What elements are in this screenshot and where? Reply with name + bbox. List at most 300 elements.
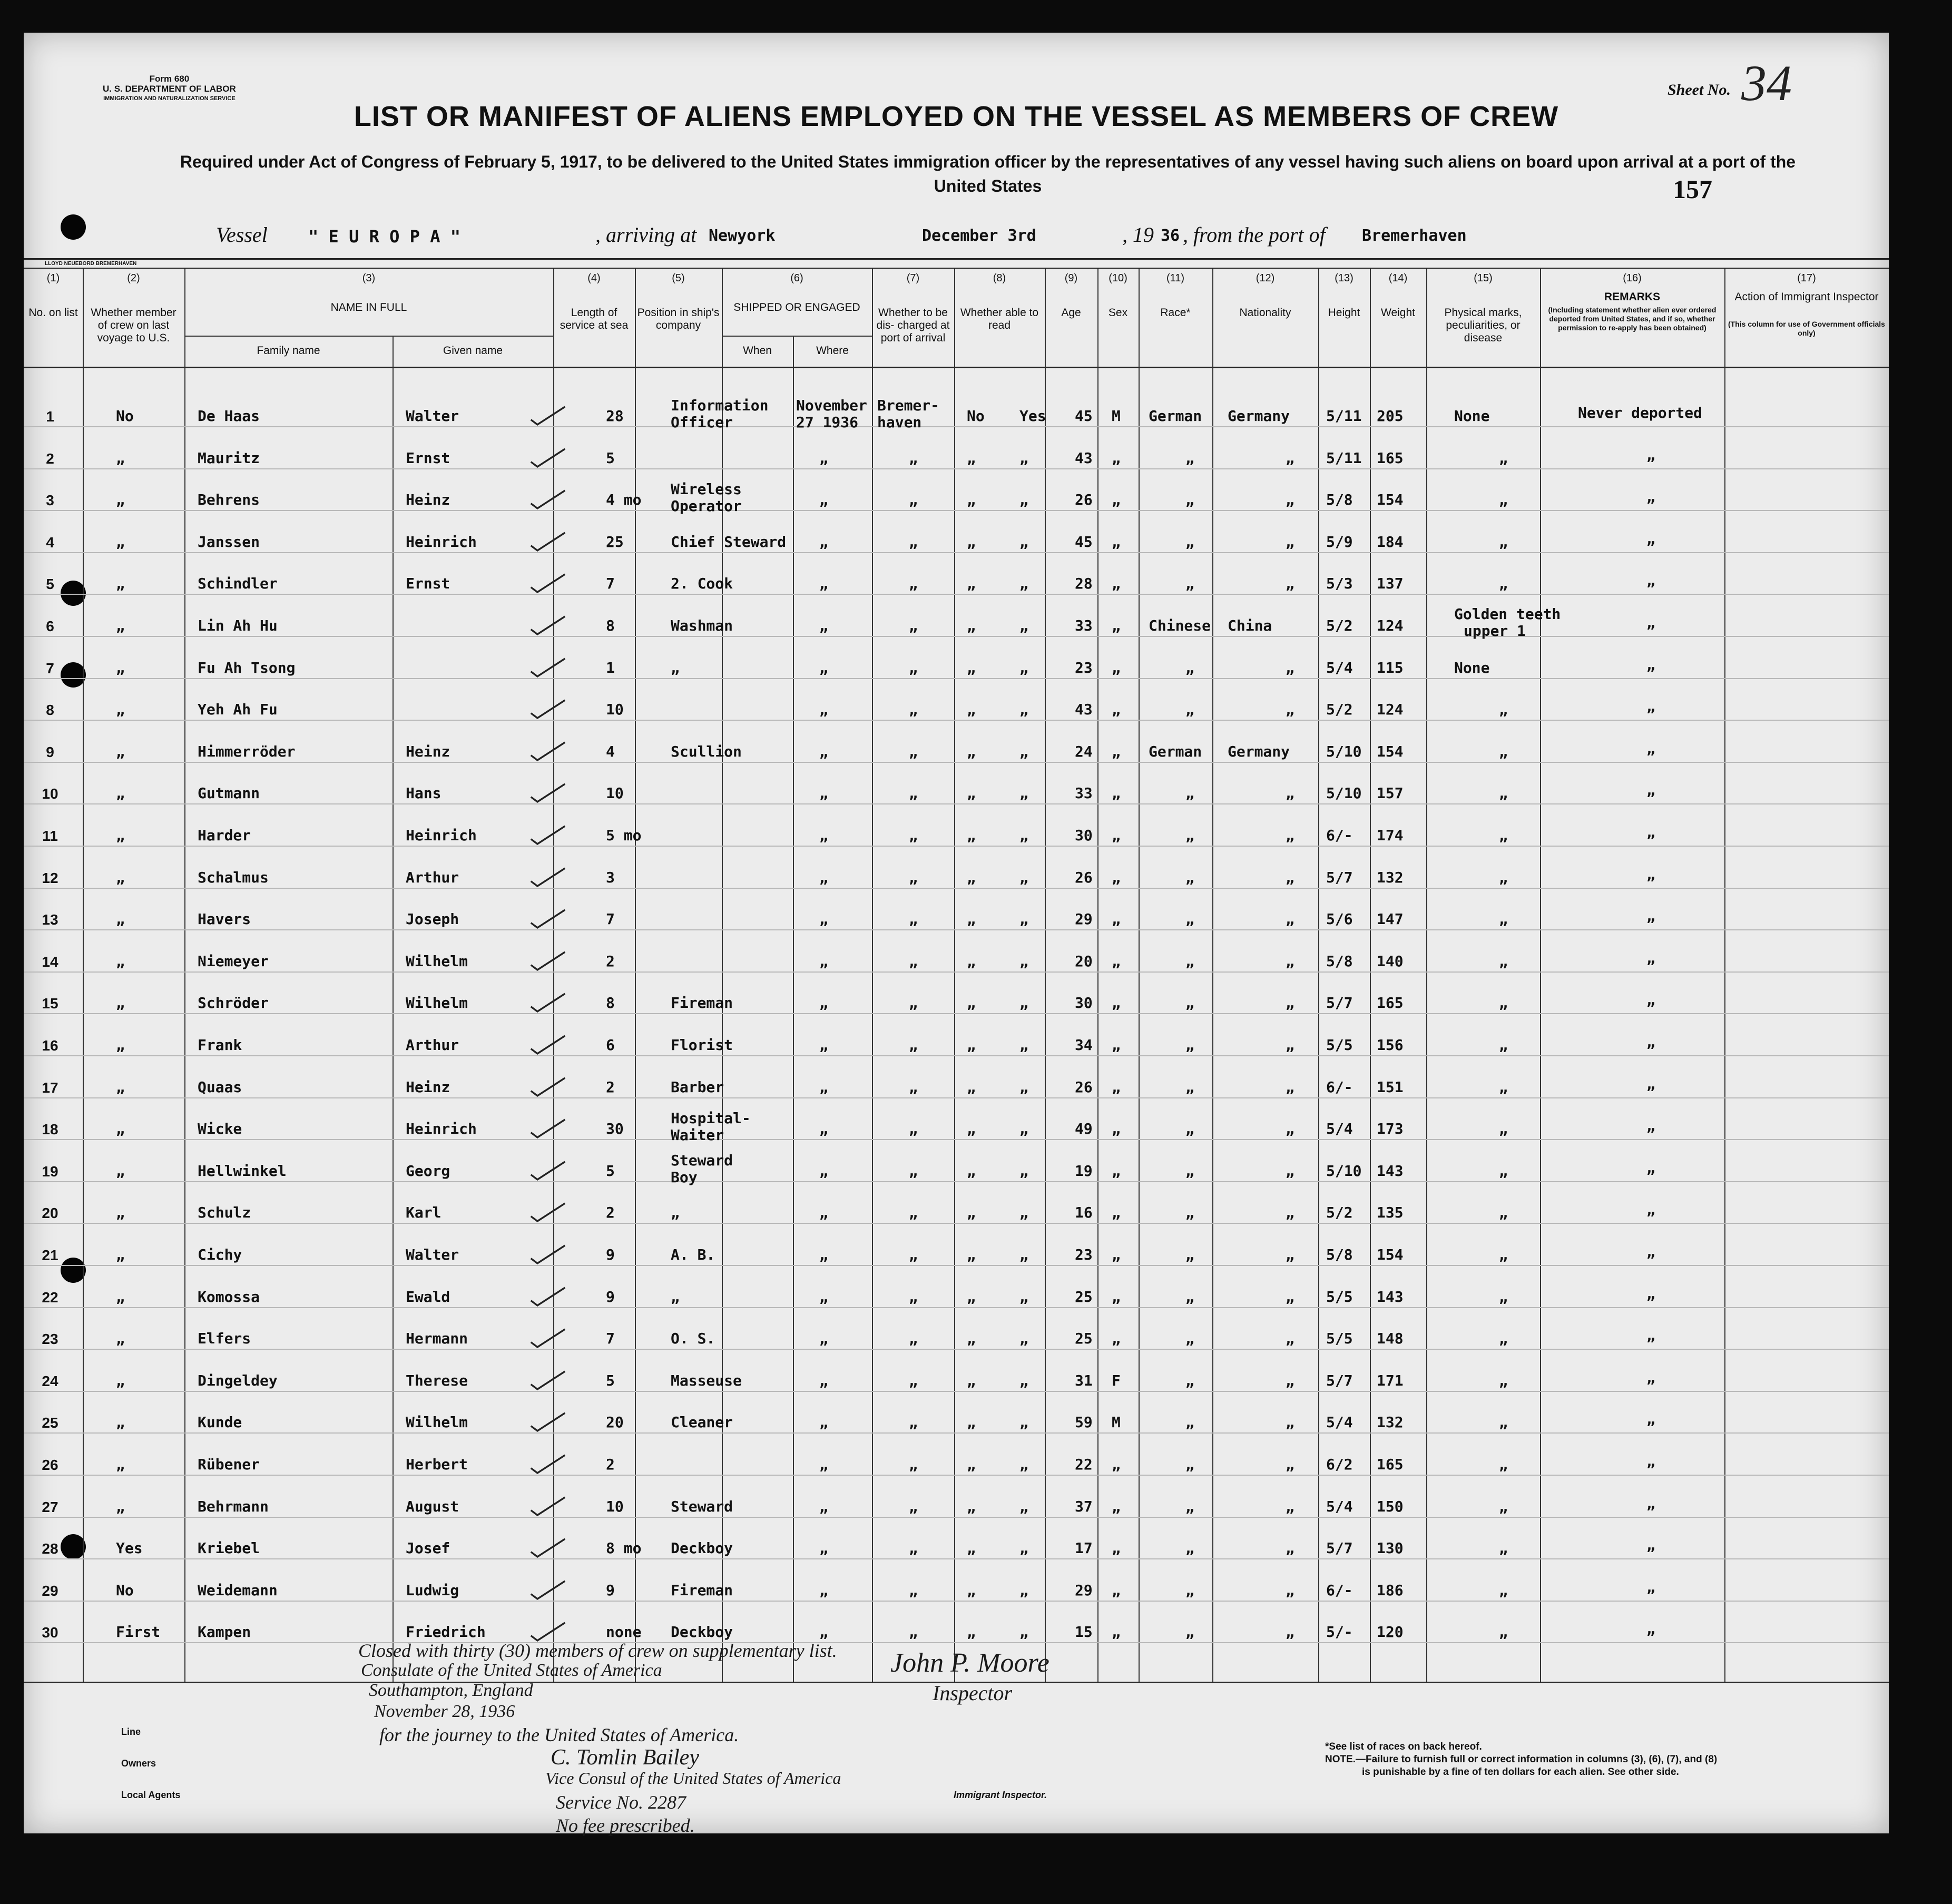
row-number: 10: [42, 786, 58, 802]
nationality: „: [1286, 1162, 1294, 1180]
given-name: Heinrich: [406, 827, 477, 844]
family-name: Schalmus: [198, 868, 269, 886]
physical-marks: „: [1499, 742, 1508, 760]
consul-title: Vice Consul of the United States of America: [545, 1769, 841, 1788]
height: 5/2: [1326, 701, 1353, 719]
ship-position: Masseuse: [671, 1371, 742, 1389]
crew-last-voyage: „: [116, 784, 125, 802]
row-number: 28: [42, 1540, 58, 1557]
length-of-service: 2: [606, 952, 615, 970]
given-name: Hermann: [406, 1330, 468, 1348]
ship-position: O. S.: [671, 1330, 715, 1348]
column-number: (12): [1255, 272, 1275, 284]
row-rule: [24, 720, 1889, 721]
column-header-note: (This column for use of Government officials only): [1728, 320, 1885, 337]
shipped-when: November: [796, 397, 867, 414]
able-to-read: „: [1019, 952, 1028, 970]
race: German: [1149, 742, 1202, 760]
ship-position: Steward: [671, 1151, 733, 1169]
inspector-signature: John P. Moore: [890, 1648, 1049, 1678]
discharged-at-port: „: [967, 1120, 976, 1138]
checkmark-icon: [524, 867, 572, 888]
race: „: [1185, 827, 1194, 844]
checkmark-icon: [524, 1370, 572, 1391]
ship-position: Officer: [671, 414, 733, 431]
physical-marks: „: [1499, 1414, 1508, 1431]
row-number: 11: [42, 828, 58, 844]
family-name: Kunde: [198, 1414, 242, 1431]
age: 22: [1075, 1456, 1093, 1473]
crew-last-voyage: „: [116, 827, 125, 844]
length-of-service: 8 mo: [606, 1539, 642, 1557]
nationality: „: [1286, 575, 1294, 593]
checkmark-icon: [524, 1034, 572, 1055]
height: 5/7: [1326, 994, 1353, 1012]
crew-last-voyage: „: [116, 1497, 125, 1515]
nationality: „: [1286, 1246, 1294, 1263]
length-of-service: 9: [606, 1581, 615, 1599]
able-to-read: „: [1019, 1036, 1028, 1054]
race: „: [1185, 952, 1194, 970]
shipped-where: „: [909, 742, 918, 760]
ship-position: „: [671, 659, 680, 676]
height: 5/10: [1326, 1162, 1362, 1180]
checkmark-icon: [524, 699, 572, 720]
sex: „: [1112, 575, 1121, 593]
sex: „: [1112, 449, 1121, 467]
column-subheader: Where: [816, 345, 849, 357]
age: 37: [1075, 1497, 1093, 1515]
discharged-at-port: „: [967, 1078, 976, 1096]
row-rule: [24, 846, 1889, 847]
discharged-at-port: „: [967, 868, 976, 886]
age: 17: [1075, 1539, 1093, 1557]
crew-last-voyage: „: [116, 1456, 125, 1473]
checkmark-icon: [524, 573, 572, 594]
sex: „: [1112, 491, 1121, 509]
height: 5/4: [1326, 659, 1353, 676]
sheet-label: Sheet No.: [1667, 81, 1731, 99]
shipped-where: „: [909, 1246, 918, 1263]
sex: „: [1112, 1539, 1121, 1557]
shipped-when: „: [819, 701, 828, 719]
shipped-where: „: [909, 868, 918, 886]
family-name: Dingeldey: [198, 1371, 278, 1389]
row-number: 23: [42, 1331, 58, 1348]
from-port-label: , from the port of: [1183, 223, 1326, 247]
remarks: „: [1646, 1494, 1655, 1512]
column-rule: [1139, 269, 1140, 1682]
departure-port: Bremerhaven: [1362, 227, 1467, 245]
row-rule: [24, 1097, 1889, 1098]
family-name: Wicke: [198, 1120, 242, 1138]
ship-position: Operator: [671, 497, 742, 515]
weight: 165: [1377, 994, 1404, 1012]
remarks: „: [1646, 1284, 1655, 1302]
crew-last-voyage: „: [116, 491, 125, 509]
service-number: Service No. 2287: [556, 1792, 686, 1813]
able-to-read: „: [1019, 659, 1028, 676]
length-of-service: 10: [606, 784, 624, 802]
physical-marks: „: [1499, 827, 1508, 844]
given-name: Therese: [406, 1371, 468, 1389]
discharged-at-port: „: [967, 1246, 976, 1263]
age: 23: [1075, 1246, 1093, 1263]
ship-position: „: [671, 1288, 680, 1306]
race: „: [1185, 701, 1194, 719]
family-name: Gutmann: [198, 784, 260, 802]
height: 5/11: [1326, 407, 1362, 425]
handwritten-place: Southampton, England: [369, 1681, 533, 1700]
sub-column-rule: [793, 336, 794, 1682]
age: 16: [1075, 1204, 1093, 1222]
column-number: (6): [790, 272, 803, 284]
shipped-when: „: [819, 1078, 828, 1096]
nationality: Germany: [1228, 742, 1290, 760]
length-of-service: 25: [606, 533, 624, 551]
sex: „: [1112, 1623, 1121, 1641]
shipped-when: „: [819, 1204, 828, 1222]
handwritten-closing-note: Closed with thirty (30) members of crew on supplementary list.: [358, 1640, 837, 1661]
weight: 148: [1377, 1330, 1404, 1348]
checkmark-icon: [524, 1411, 572, 1432]
column-header: Weight: [1381, 307, 1415, 319]
remarks: „: [1646, 488, 1655, 506]
discharged-at-port: „: [967, 1581, 976, 1599]
given-name: Joseph: [406, 910, 459, 928]
column-number: (14): [1388, 272, 1408, 284]
nationality: „: [1286, 659, 1294, 676]
row-rule: [24, 1475, 1889, 1476]
shipped-when: „: [819, 449, 828, 467]
discharged-at-port: „: [967, 827, 976, 844]
shipped-where: „: [909, 1120, 918, 1138]
checkmark-icon: [524, 1454, 572, 1475]
physical-marks: „: [1499, 1497, 1508, 1515]
race: „: [1185, 659, 1194, 676]
remarks: „: [1646, 1536, 1655, 1554]
row-rule: [24, 1181, 1889, 1182]
inspector-title: Inspector: [933, 1681, 1013, 1705]
nationality: „: [1286, 952, 1294, 970]
length-of-service: 4: [606, 742, 615, 760]
crew-last-voyage: No: [116, 407, 134, 425]
physical-marks: „: [1499, 491, 1508, 509]
column-number: (1): [46, 272, 60, 284]
shipped-where: „: [909, 491, 918, 509]
penalty-note-cont: is punishable by a fine of ten dollars for each alien. See other side.: [1362, 1766, 1679, 1778]
nationality: „: [1286, 449, 1294, 467]
checkmark-icon: [524, 1286, 572, 1307]
family-name: Himmerröder: [198, 742, 296, 760]
row-rule: [24, 552, 1889, 553]
discharged-at-port: „: [967, 449, 976, 467]
given-name: Walter: [406, 407, 459, 425]
column-header: Length of service at sea: [560, 307, 629, 331]
row-number: 1: [46, 408, 54, 425]
column-header: Action of Immigrant Inspector: [1734, 291, 1879, 303]
length-of-service: 2: [606, 1204, 615, 1222]
nationality: „: [1286, 868, 1294, 886]
sex: „: [1112, 533, 1121, 551]
length-of-service: 9: [606, 1246, 615, 1263]
length-of-service: 20: [606, 1414, 624, 1431]
age: 29: [1075, 1581, 1093, 1599]
physical-marks: „: [1499, 1120, 1508, 1138]
given-name: Heinrich: [406, 1120, 477, 1138]
row-number: 15: [42, 995, 58, 1012]
discharged-at-port: „: [967, 1456, 976, 1473]
column-number: (4): [587, 272, 601, 284]
physical-marks: „: [1499, 1456, 1508, 1473]
column-rule: [184, 269, 185, 1682]
shipped-when: „: [819, 1539, 828, 1557]
height: 6/-: [1326, 1078, 1353, 1096]
sex: F: [1112, 1371, 1121, 1389]
crew-last-voyage: „: [116, 1078, 125, 1096]
column-number: (2): [127, 272, 140, 284]
given-name: Karl: [406, 1204, 442, 1222]
row-number: 29: [42, 1582, 58, 1599]
able-to-read: „: [1019, 1288, 1028, 1306]
column-header: Whether member of crew on last voyage to U.S.: [91, 307, 176, 344]
discharged-at-port: „: [967, 1162, 976, 1180]
row-number: 2: [46, 450, 54, 467]
checkmark-icon: [524, 615, 572, 636]
family-name: Behrens: [198, 491, 260, 509]
row-number: 27: [42, 1498, 58, 1515]
row-rule: [24, 1307, 1889, 1308]
penalty-note: NOTE.—Failure to furnish full or correct information in columns (3), (6), (7), and (8): [1325, 1754, 1718, 1765]
row-rule: [24, 762, 1889, 763]
family-name: Rübener: [198, 1456, 260, 1473]
column-header: SHIPPED OR ENGAGED: [733, 301, 860, 313]
physical-marks: „: [1499, 1162, 1508, 1180]
crew-last-voyage: „: [116, 1288, 125, 1306]
nationality: China: [1228, 617, 1272, 634]
remarks: „: [1646, 949, 1655, 967]
given-name: Ernst: [406, 449, 450, 467]
given-name: Ewald: [406, 1288, 450, 1306]
height: 5/7: [1326, 1539, 1353, 1557]
shipped-where: „: [909, 1539, 918, 1557]
remarks: „: [1646, 614, 1655, 631]
family-name: Komossa: [198, 1288, 260, 1306]
height: 5/5: [1326, 1036, 1353, 1054]
weight: 154: [1377, 742, 1404, 760]
length-of-service: 8: [606, 994, 615, 1012]
race: „: [1185, 1539, 1194, 1557]
weight: 143: [1377, 1162, 1404, 1180]
family-name: Niemeyer: [198, 952, 269, 970]
weight: 115: [1377, 659, 1404, 676]
checkmark-icon: [524, 1160, 572, 1181]
given-name: Hans: [406, 784, 442, 802]
length-of-service: 28: [606, 407, 624, 425]
column-rule: [1426, 269, 1427, 1682]
shipped-when: „: [819, 1246, 828, 1263]
shipped-where: „: [909, 827, 918, 844]
race: „: [1185, 1204, 1194, 1222]
height: 5/2: [1326, 617, 1353, 634]
remarks: „: [1646, 655, 1655, 673]
family-name: Harder: [198, 827, 251, 844]
family-name: Fu Ah Tsong: [198, 659, 296, 676]
service-name: IMMIGRATION AND NATURALIZATION SERVICE: [103, 95, 236, 102]
remarks: „: [1646, 698, 1655, 715]
column-header: Position in ship's company: [637, 307, 720, 331]
checkmark-icon: [524, 1118, 572, 1139]
weight: 120: [1377, 1623, 1404, 1641]
able-to-read: „: [1019, 1078, 1028, 1096]
weight: 124: [1377, 701, 1404, 719]
physical-marks: „: [1499, 1623, 1508, 1641]
given-name: Arthur: [406, 1036, 459, 1054]
discharged-at-port: „: [967, 1204, 976, 1222]
physical-marks: „: [1499, 1581, 1508, 1599]
given-name: Wilhelm: [406, 952, 468, 970]
able-to-read: „: [1019, 491, 1028, 509]
shipped-where: „: [909, 910, 918, 928]
age: 31: [1075, 1371, 1093, 1389]
header-bottom-rule: [24, 367, 1889, 368]
remarks: „: [1646, 907, 1655, 925]
nationality: „: [1286, 910, 1294, 928]
row-number: 26: [42, 1457, 58, 1473]
family-name: Quaas: [198, 1078, 242, 1096]
crew-last-voyage: „: [116, 1162, 125, 1180]
line-label: Line: [121, 1726, 141, 1737]
column-number: (9): [1064, 272, 1078, 284]
sex: „: [1112, 952, 1121, 970]
form-identifier: [103, 74, 236, 104]
weight: 132: [1377, 868, 1404, 886]
length-of-service: 3: [606, 868, 615, 886]
nationality: „: [1286, 1330, 1294, 1348]
shipped-where: „: [909, 1581, 918, 1599]
family-name: Schulz: [198, 1204, 251, 1222]
able-to-read: „: [1019, 1204, 1028, 1222]
age: 20: [1075, 952, 1093, 970]
weight: 130: [1377, 1539, 1404, 1557]
race: „: [1185, 1371, 1194, 1389]
height: 5/4: [1326, 1497, 1353, 1515]
physical-marks: None: [1454, 659, 1490, 676]
height: 5/4: [1326, 1414, 1353, 1431]
race: „: [1185, 994, 1194, 1012]
sex: „: [1112, 784, 1121, 802]
sex: „: [1112, 868, 1121, 886]
crew-last-voyage: First: [116, 1623, 161, 1641]
length-of-service: 7: [606, 1330, 615, 1348]
row-rule: [24, 510, 1889, 511]
given-name: Walter: [406, 1246, 459, 1263]
age: 49: [1075, 1120, 1093, 1138]
ship-position: Washman: [671, 617, 733, 634]
height: 5/-: [1326, 1623, 1353, 1641]
remarks: „: [1646, 739, 1655, 757]
checkmark-icon: [524, 908, 572, 929]
race: „: [1185, 910, 1194, 928]
length-of-service: 1: [606, 659, 615, 676]
checkmark-icon: [524, 657, 572, 678]
shipped-when: „: [819, 952, 828, 970]
discharged-at-port: „: [967, 1623, 976, 1641]
nationality: „: [1286, 1497, 1294, 1515]
row-number: 16: [42, 1037, 58, 1054]
shipped-where: „: [909, 575, 918, 593]
crew-last-voyage: „: [116, 1120, 125, 1138]
ship-position: Deckboy: [671, 1539, 733, 1557]
column-rule: [954, 269, 955, 1682]
weight: 174: [1377, 827, 1404, 844]
sex: M: [1112, 1414, 1121, 1431]
sub-header-rule: [184, 336, 553, 337]
row-rule: [24, 1517, 1889, 1518]
height: 5/5: [1326, 1330, 1353, 1348]
remarks: „: [1646, 865, 1655, 883]
height: 5/10: [1326, 784, 1362, 802]
crew-last-voyage: „: [116, 1204, 125, 1222]
discharged-at-port: „: [967, 701, 976, 719]
column-number: (16): [1623, 272, 1642, 284]
weight: 173: [1377, 1120, 1404, 1138]
sex: „: [1112, 1288, 1121, 1306]
sex: „: [1112, 1078, 1121, 1096]
ship-position: Scullion: [671, 742, 742, 760]
row-rule: [24, 803, 1889, 804]
age: 29: [1075, 910, 1093, 928]
row-number: 19: [42, 1163, 58, 1180]
arrival-year: 36: [1161, 227, 1180, 245]
ship-position: A. B.: [671, 1246, 715, 1263]
weight: 157: [1377, 784, 1404, 802]
checkmark-icon: [524, 1537, 572, 1558]
remarks: „: [1646, 446, 1655, 464]
year-label: , 19: [1122, 223, 1154, 247]
column-header: Whether able to read: [960, 307, 1039, 331]
physical-marks: „: [1499, 1539, 1508, 1557]
physical-marks: „: [1499, 533, 1508, 551]
sex: „: [1112, 1162, 1121, 1180]
able-to-read: „: [1019, 1162, 1028, 1180]
family-name: Schröder: [198, 994, 269, 1012]
crew-last-voyage: „: [116, 952, 125, 970]
length-of-service: 8: [606, 617, 615, 634]
race: „: [1185, 1581, 1194, 1599]
column-rule: [872, 269, 873, 1682]
race: „: [1185, 449, 1194, 467]
column-number: (13): [1335, 272, 1353, 284]
checkmark-icon: [524, 1076, 572, 1097]
physical-marks: „: [1499, 1078, 1508, 1096]
weight: 150: [1377, 1497, 1404, 1515]
weight: 151: [1377, 1078, 1404, 1096]
height: 5/8: [1326, 1246, 1353, 1263]
age: 26: [1075, 868, 1093, 886]
ship-position: Steward: [671, 1497, 733, 1515]
age: 26: [1075, 1078, 1093, 1096]
crew-last-voyage: „: [116, 701, 125, 719]
family-name: Frank: [198, 1036, 242, 1054]
crew-last-voyage: „: [116, 659, 125, 676]
nationality: „: [1286, 701, 1294, 719]
crew-last-voyage: „: [116, 1036, 125, 1054]
shipped-where: „: [909, 449, 918, 467]
age: 19: [1075, 1162, 1093, 1180]
form-number: Form 680: [149, 74, 190, 84]
shipped-when: „: [819, 994, 828, 1012]
